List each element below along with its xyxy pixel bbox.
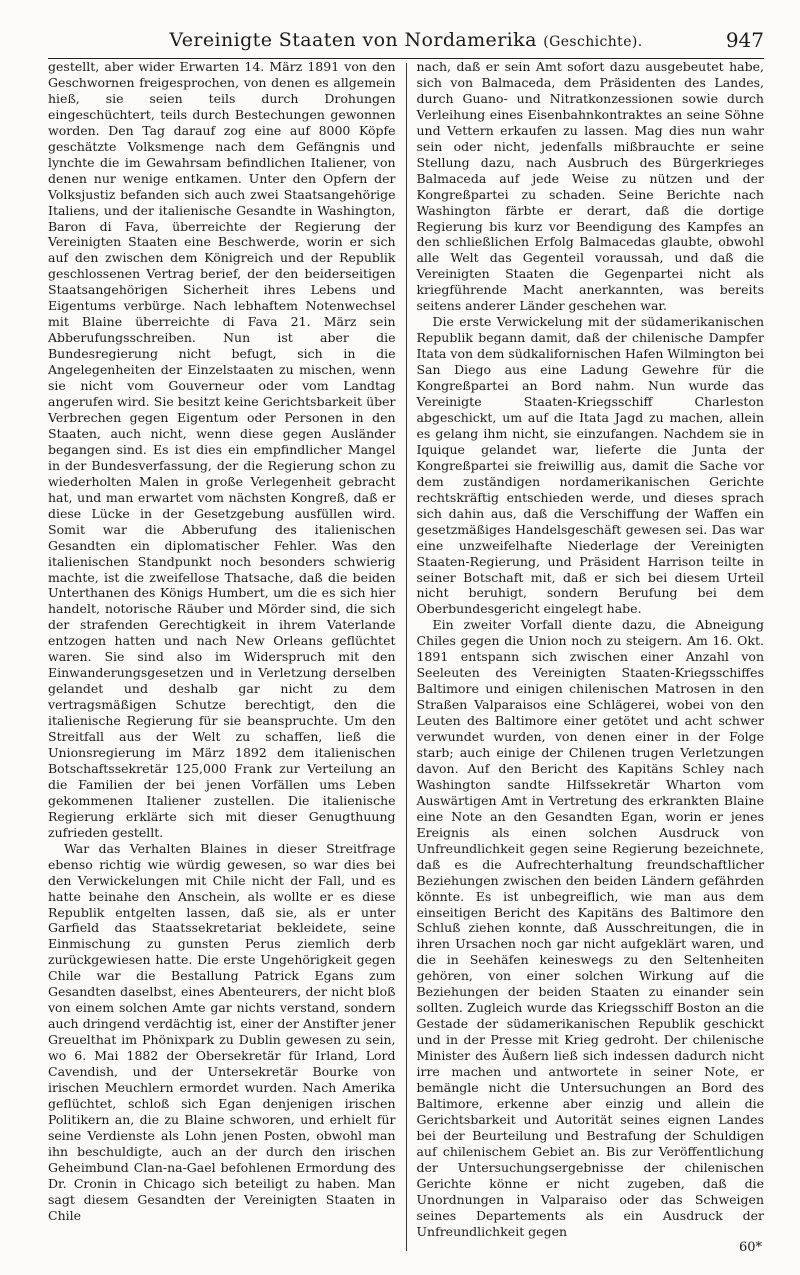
paragraph: War das Verhalten Blaines in dieser Streitfrage ebenso richtig wie würdig gewesen, so war dies bei den Verwickelungen mit Chile nicht der Fall, und es hatte beinahe den Anschein, als wollte er es diese Republik entgelten lassen, daß sie, als er unter Garfield das Staatssekretariat bekleidete, seine Einmischung zu gunsten Perus ziemlich derb zurückgewiesen hatte. Die erste Ungehörigkeit gegen Chile war die Bestallung Patrick Egans zum Gesandten daselbst, eines Abenteurers, der nicht bloß von einem solchen Amte gar nichts verstand, sondern auch dringend verdächtig ist, einer der Anstifter jener Greuelthat im Phönixpark zu Dublin gewesen zu sein, wo 6. Mai 1882 der Obersekretär für Irland, Lord Cavendish, und der Untersekretär Bourke von irischen Meuchlern ermordet wurden. Nach Amerika geflüchtet, schloß sich Egan denjenigen irischen Politikern an, die zu Blaine schworen, und erhielt für seine Verdienste als Lohn jenen Posten, obwohl man ihn beschuldigte, auch an der durch den irischen Geheimbund Clan-na-Gael befohlenen Ermordung des Dr. Cronin in Chicago sich beteiligt zu haben. Man sagt diesem Gesandten der Vereinigten Staaten in Chile: [48, 840, 396, 1223]
paragraph: nach, daß er sein Amt sofort dazu ausgebeutet habe, sich von Balmaceda, dem Präsidenten des Landes, durch Guano- und Nitratkonzessionen sowie durch Verleihung eines Eisenbahnkontraktes an seine Söhne und Vettern erkaufen zu lassen. Mag dies nun wahr sein oder nicht, jedenfalls mißbrauchte er seine Stellung dazu, nach Ausbruch des Bürgerkrieges Balmaceda auf jede Weise zu nützen und der Kongreßpartei zu schaden. Seine Berichte nach Washington färbte er derart, daß die dortige Regierung bis kurz vor Beendigung des Kampfes an den schließlichen Erfolg Balmacedas glaubte, obwohl alle Welt das Gegenteil voraussah, und daß die Vereinigten Staaten die Gegenpartei nicht als kriegführende Macht anerkannten, was bereits seitens anderer Länder geschehen war.: [416, 59, 764, 314]
paragraph: gestellt, aber wider Erwarten 14. März 1891 von den Geschwornen freigesprochen, von denen es allgemein hieß, sie seien teils durch Drohungen eingeschüchtert, teils durch Bestechungen gewonnen worden. Den Tag darauf zog eine auf 8000 Köpfe geschätzte Volksmenge nach dem Gefängnis und lynchte die im Gewahrsam befindlichen Italiener, von denen nur wenige entkamen. Unter den Opfern der Volksjustiz befanden sich auch zwei Staatsangehörige Italiens, und der italienische Gesandte in Washington, Baron di Fava, überreichte der Regierung der Vereinigten Staaten eine Beschwerde, worin er sich auf den zwischen dem Königreich und der Republik geschlossenen Vertrag berief, der den beiderseitigen Staatsangehörigen Sicherheit ihres Lebens und Eigentums verbürge. Nach lebhaftem Notenwechsel mit Blaine überreichte di Fava 21. März sein Abberufungsschreiben. Nun ist aber die Bundesregierung nicht befugt, sich in die Angelegenheiten der Einzelstaaten zu mischen, wenn sie nicht vom Gouverneur oder vom Landtag angerufen wird. Sie besitzt keine Gerichtsbarkeit über Verbrechen gegen Eigentum oder Personen in den Staaten, auch nicht, wenn diese gegen Ausländer begangen sind. Es ist dies ein empfindlicher Mangel in der Bundesverfassung, der die Regierung schon zu wiederholten Malen in große Verlegenheit gebracht hat, und man erwartet vom nächsten Kongreß, daß er diese Lücke in der Gesetzgebung ausfüllen wird. Somit war die Abberufung des italienischen Gesandten ein diplomatischer Fehler. Was den italienischen Standpunkt noch besonders schwierig machte, ist die zweifellose Thatsache, daß die beiden Unterthanen des Königs Humbert, um die es sich hier handelt, notorische Räuber und Mörder sind, die sich der strafenden Gerechtigkeit in ihrem Vaterlande entzogen hatten und nach New Orleans geflüchtet waren. Sie sind also im Widerspruch mit den Einwanderungsgesetzen und in Verletzung derselben gelandet und deshalb gar nicht zu dem vertragsmäßigen Schutze berechtigt, den die italienische Regierung für sie beanspruchte. Um den Streitfall aus der Welt zu schaffen, ließ die Unionsregierung im März 1892 dem italienischen Botschaftssekretär 125,000 Frank zur Verteilung an die Familien der bei jenen Vorfällen ums Leben gekommenen Italiener zustellen. Die italienische Regierung erklärte sich mit dieser Genugthuung zufrieden gestellt.: [48, 59, 396, 840]
page-number: 947: [725, 28, 764, 52]
running-title-subtitle: (Geschichte).: [543, 34, 643, 50]
paragraph: Ein zweiter Vorfall diente dazu, die Abneigung Chiles gegen die Union noch zu steigern. Am 16. Okt. 1891 entspann sich zwischen einer Anzahl von Seeleuten des Vereinigten Staaten-Kriegsschiffes Baltimore und einigen chilenischen Matrosen in den Straßen Valparaisos eine Schlägerei, wobei von den Leuten des Baltimore einer getötet und acht schwer verwundet wurden, von denen einer in der Folge starb; auch einige der Chilenen trugen Verletzungen davon. Auf den Bericht des Kapitäns Schley nach Washington sandte Hilfssekretär Wharton vom Auswärtigen Amt in Vertretung des erkrankten Blaine eine Note an den Gesandten Egan, worin er jenes Ereignis als einen solchen Ausdruck von Unfreundlichkeit gegen seine Regierung bezeichnete, daß es die Aufrechterhaltung freundschaftlicher Beziehungen zwischen den beiden Ländern gefährden könnte. Es ist unbegreiflich, wie man aus dem einseitigen Bericht des Kapitäns des Baltimore den Schluß ziehen konnte, daß Ausschreitungen, die in ihren Ursachen noch gar nicht aufgeklärt waren, und die in Seehäfen keineswegs zu den Seltenheiten gehören, von einer solchen Wirkung auf die Beziehungen der beiden Staaten zu einander sein sollten. Zugleich wurde das Kriegsschiff Boston an die Gestade der südamerikanischen Republik geschickt und in der Presse mit Krieg gedroht. Der chilenische Minister des Äußern ließ sich indessen dadurch nicht irre machen und antwortete in seiner Note, er bemängle nicht die Untersuchungen an Bord des Baltimore, erkenne aber einzig und allein die Gerichtsbarkeit und Autorität seines eignen Landes bei der Beurteilung und Bestrafung der Schuldigen auf chilenischem Gebiet an. Bis zur Veröffentlichung der Untersuchungsergebnisse der chilenischen Gerichte könne er nicht zugeben, daß die Unordnungen in Valparaiso oder das Schweigen seines Departements als ein Ausdruck der Unfreundlichkeit gegen: [416, 617, 764, 1239]
running-title: [48, 28, 764, 54]
page-header: [48, 28, 764, 59]
paragraph: Die erste Verwickelung mit der südamerikanischen Republik begann damit, daß der chilenische Dampfer Itata von dem südkalifornischen Hafen Wilmington bei San Diego aus eine Ladung Gewehre für die Kongreßpartei an Bord nahm. Nun wurde das Vereinigte Staaten-Kriegsschiff Charleston abgeschickt, um auf die Itata Jagd zu machen, allein es gelang ihm nicht, sie einzufangen. Nachdem sie in Iquique gelandet war, lieferte die Junta der Kongreßpartei sie freiwillig aus, damit die Sache vor dem zuständigen nordamerikanischen Gerichte rechtskräftig entschieden werde, und dieses sprach sich dahin aus, daß die Verschiffung der Waffen ein gesetzmäßiges Handelsgeschäft gewesen sei. Das war eine unzweifelhafte Niederlage der Vereinigten Staaten-Regierung, und Präsident Harrison teilte in seiner Botschaft mit, daß er sich bei diesem Urteil nicht beruhigt, sondern Berufung bei dem Oberbundesgericht eingelegt habe.: [416, 314, 764, 617]
printer-signature: 60*: [738, 1240, 762, 1255]
column-divider: [406, 63, 407, 1251]
right-column: [416, 59, 764, 1251]
text-columns: [48, 59, 764, 1251]
left-column: [48, 59, 396, 1251]
running-title-main: Vereinigte Staaten von Nordamerika: [169, 29, 537, 51]
